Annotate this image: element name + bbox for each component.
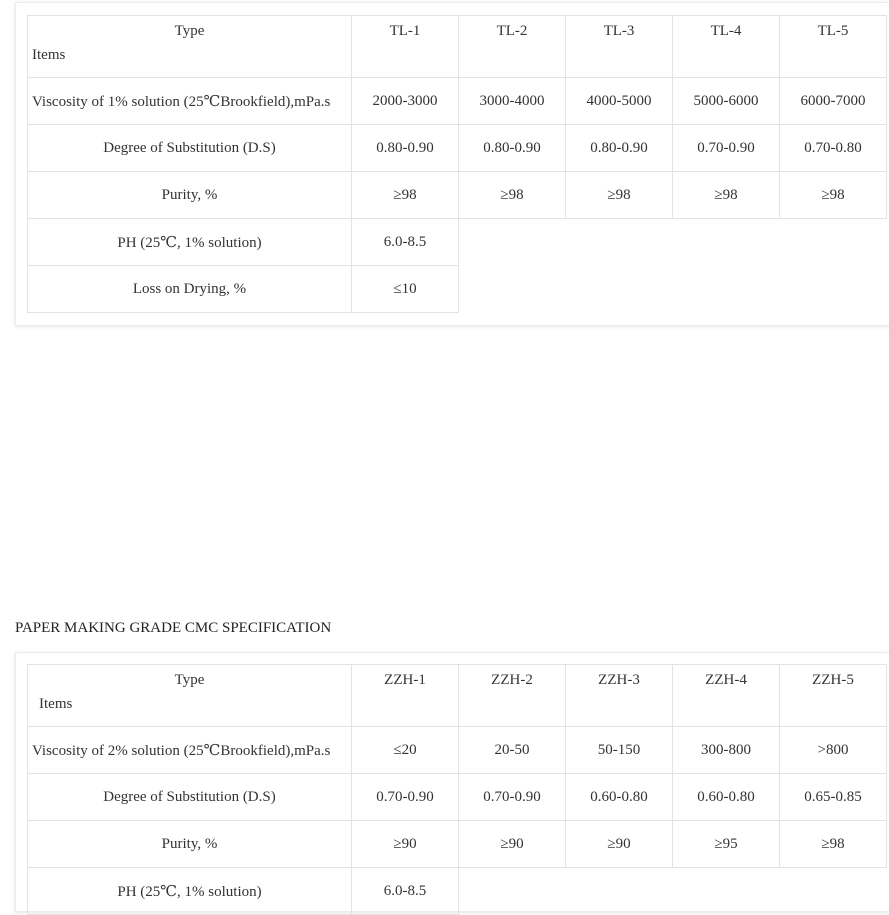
table-header-row [28,16,887,78]
column-header: ZZH-2 [459,665,566,727]
table-cell: 0.65-0.85 [780,774,887,821]
table-cell: 6000-7000 [780,78,887,125]
table-row [28,266,887,313]
row-label: PH (25℃, 1% solution) [28,868,352,915]
table-cell: 4000-5000 [566,78,673,125]
corner-cell [28,16,352,78]
empty-cell [566,868,673,915]
column-header: ZZH-5 [780,665,887,727]
table-row [28,868,887,915]
table-cell: 0.80-0.90 [566,125,673,172]
spec-table-2 [27,664,887,915]
empty-cell [673,868,780,915]
empty-cell [780,868,887,915]
column-header: TL-2 [459,16,566,78]
section-heading: PAPER MAKING GRADE CMC SPECIFICATION [15,620,332,636]
table-cell: 6.0-8.5 [352,868,459,915]
table-cell: 0.70-0.80 [780,125,887,172]
empty-cell [673,266,780,313]
table-row [28,727,887,774]
corner-cell [28,665,352,727]
table-cell: 0.70-0.90 [352,774,459,821]
row-label: Degree of Substitution (D.S) [28,125,352,172]
row-label: Purity, % [28,821,352,868]
column-header: TL-5 [780,16,887,78]
table-row [28,774,887,821]
empty-cell [459,219,566,266]
empty-cell [673,219,780,266]
column-header: ZZH-1 [352,665,459,727]
corner-type-label: Type [174,672,205,688]
table-cell: ≥90 [459,821,566,868]
spec-table-card-1 [15,2,889,326]
column-header: TL-3 [566,16,673,78]
corner-type-label: Type [174,23,205,39]
spec-table-card-2 [15,652,889,912]
table-cell: 2000-3000 [352,78,459,125]
table-cell: ≥98 [459,172,566,219]
column-header: ZZH-3 [566,665,673,727]
table-cell: 300-800 [673,727,780,774]
empty-cell [780,266,887,313]
empty-cell [459,266,566,313]
table-cell: ≥90 [566,821,673,868]
table-cell: ≤10 [352,266,459,313]
table-cell: ≥98 [566,172,673,219]
table-cell: ≥98 [352,172,459,219]
table-cell: ≥98 [780,821,887,868]
row-label: Purity, % [28,172,352,219]
table-cell: ≥98 [780,172,887,219]
table-cell: 50-150 [566,727,673,774]
table-cell: 0.70-0.90 [459,774,566,821]
table-cell: 20-50 [459,727,566,774]
spec-table-1 [27,15,887,313]
table-cell: 0.60-0.80 [673,774,780,821]
column-header: ZZH-4 [673,665,780,727]
table-cell: 5000-6000 [673,78,780,125]
row-label: PH (25℃, 1% solution) [28,219,352,266]
empty-cell [566,219,673,266]
table-cell: 6.0-8.5 [352,219,459,266]
row-label: Viscosity of 1% solution (25℃Brookfield),mPa.s [28,78,352,125]
table-header-row [28,665,887,727]
row-label: Loss on Drying, % [28,266,352,313]
table-row [28,172,887,219]
table-cell: ≥95 [673,821,780,868]
empty-cell [780,219,887,266]
row-label: Viscosity of 2% solution (25℃Brookfield),mPa.s [28,727,352,774]
row-label: Degree of Substitution (D.S) [28,774,352,821]
empty-cell [566,266,673,313]
corner-items-label: Items [32,47,66,63]
table-cell: ≥90 [352,821,459,868]
column-header: TL-1 [352,16,459,78]
table-row [28,78,887,125]
column-header: TL-4 [673,16,780,78]
table-row [28,821,887,868]
table-cell: ≤20 [352,727,459,774]
table-row [28,125,887,172]
table-cell: 3000-4000 [459,78,566,125]
table-row [28,219,887,266]
empty-cell [459,868,566,915]
corner-items-label: Items [39,696,73,712]
table-cell: ≥98 [673,172,780,219]
table-cell: 0.60-0.80 [566,774,673,821]
table-cell: 0.80-0.90 [352,125,459,172]
table-cell: 0.80-0.90 [459,125,566,172]
table-cell: >800 [780,727,887,774]
table-cell: 0.70-0.90 [673,125,780,172]
